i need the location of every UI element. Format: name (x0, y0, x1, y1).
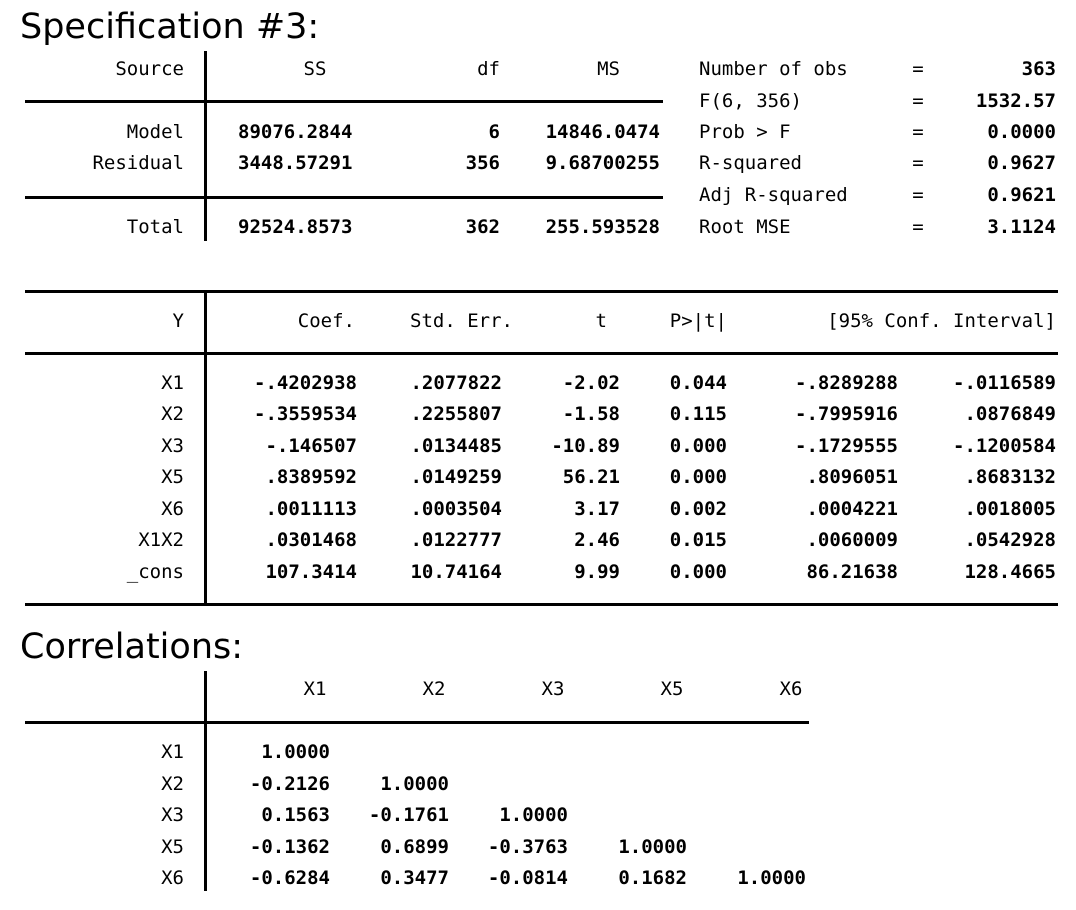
anova-df: 362 (465, 216, 500, 238)
corr-row-label: X1 (161, 741, 184, 763)
stat-value: 0.0000 (987, 121, 1056, 143)
anova-ms: 255.593528 (545, 216, 660, 238)
coef-var: X3 (161, 435, 184, 457)
corr-cell: 1.0000 (499, 804, 568, 826)
coef-p: 0.044 (669, 372, 727, 394)
coef-value: .0011113 (265, 498, 357, 520)
anova-header-rule (25, 100, 663, 103)
corr-cell: -0.3763 (487, 836, 568, 858)
stat-label: F(6, 356) (699, 90, 802, 112)
coef-value: -.146507 (265, 435, 357, 457)
stat-equals: = (912, 121, 924, 143)
coef-var: X1 (161, 372, 184, 394)
coef-t: -1.58 (562, 403, 620, 425)
anova-ms: 9.68700255 (545, 152, 660, 174)
corr-cell: -0.2126 (249, 773, 330, 795)
correlations-title: Correlations: (20, 627, 244, 667)
coef-header-se: Std. Err. (410, 310, 513, 332)
coef-stderr: .0149259 (410, 466, 502, 488)
anova-total-rule (25, 196, 663, 199)
coef-ci-high: .8683132 (964, 466, 1056, 488)
corr-row-label: X2 (161, 773, 184, 795)
coef-ci-high: .0018005 (964, 498, 1056, 520)
stat-label: R-squared (699, 152, 802, 174)
stat-value: 363 (1021, 58, 1056, 80)
coef-stderr: .2255807 (410, 403, 502, 425)
coef-stderr: 10.74164 (410, 561, 502, 583)
coef-divider (204, 290, 207, 604)
anova-ss: 3448.57291 (238, 152, 353, 174)
coef-value: -.3559534 (254, 403, 357, 425)
coef-var: _cons (126, 561, 184, 583)
anova-source: Total (126, 216, 184, 238)
coef-t: 2.46 (574, 529, 620, 551)
stat-label: Root MSE (699, 216, 791, 238)
anova-divider (204, 51, 207, 241)
anova-header-source: Source (115, 58, 184, 80)
corr-cell: 1.0000 (261, 741, 330, 763)
coef-value: .0301468 (265, 529, 357, 551)
stat-equals: = (912, 90, 924, 112)
coef-header-p: P>|t| (669, 310, 727, 332)
coef-header-t: t (595, 310, 607, 332)
corr-cell: -0.1362 (249, 836, 330, 858)
coef-stderr: .0122777 (410, 529, 502, 551)
page-title: Specification #3: (20, 7, 320, 47)
anova-source: Model (126, 121, 184, 143)
stat-equals: = (912, 184, 924, 206)
coef-p: 0.000 (669, 435, 727, 457)
coef-ci-low: .0060009 (806, 529, 898, 551)
coef-stderr: .0134485 (410, 435, 502, 457)
coef-p: 0.000 (669, 466, 727, 488)
anova-header-ss: SS (303, 58, 327, 80)
coef-t: -2.02 (562, 372, 620, 394)
coef-ci-low: .8096051 (806, 466, 898, 488)
anova-header-ms: MS (597, 58, 620, 80)
coef-var: X2 (161, 403, 184, 425)
coef-t: 3.17 (574, 498, 620, 520)
stat-equals: = (912, 58, 924, 80)
coef-header-coef: Coef. (297, 310, 355, 332)
coef-value: 107.3414 (265, 561, 357, 583)
stat-value: 3.1124 (987, 216, 1056, 238)
corr-cell: 0.1563 (261, 804, 330, 826)
corr-divider (204, 671, 207, 891)
coef-ci-high: -.1200584 (953, 435, 1056, 457)
coef-ci-high: 128.4665 (964, 561, 1056, 583)
corr-cell: 1.0000 (380, 773, 449, 795)
stat-label: Prob > F (699, 121, 791, 143)
corr-col-header: X3 (541, 678, 565, 700)
corr-cell: -0.1761 (368, 804, 449, 826)
coef-header-y: Y (172, 310, 184, 332)
coef-ci-low: -.7995916 (795, 403, 898, 425)
anova-source: Residual (92, 152, 184, 174)
coef-ci-low: -.8289288 (795, 372, 898, 394)
coef-value: -.4202938 (254, 372, 357, 394)
coef-ci-low: -.1729555 (795, 435, 898, 457)
corr-header-rule (25, 721, 809, 724)
stat-equals: = (912, 216, 924, 238)
corr-col-header: X6 (779, 678, 803, 700)
coef-p: 0.002 (669, 498, 727, 520)
stat-value: 0.9621 (987, 184, 1056, 206)
coef-stderr: .0003504 (410, 498, 502, 520)
anova-ms: 14846.0474 (545, 121, 660, 143)
coef-top-rule (25, 290, 1058, 293)
corr-cell: -0.6284 (249, 867, 330, 889)
coef-var: X1X2 (138, 529, 184, 551)
corr-col-header: X1 (303, 678, 327, 700)
coef-t: -10.89 (551, 435, 620, 457)
coef-ci-high: .0542928 (964, 529, 1056, 551)
corr-cell: 1.0000 (618, 836, 687, 858)
coef-ci-low: 86.21638 (806, 561, 898, 583)
corr-col-header: X2 (422, 678, 446, 700)
coef-ci-high: .0876849 (964, 403, 1056, 425)
anova-ss: 92524.8573 (238, 216, 353, 238)
anova-df: 356 (465, 152, 500, 174)
coef-stderr: .2077822 (410, 372, 502, 394)
corr-cell: 0.1682 (618, 867, 687, 889)
stat-label: Adj R-squared (699, 184, 848, 206)
anova-header-df: df (477, 58, 500, 80)
corr-row-label: X5 (161, 836, 184, 858)
corr-cell: -0.0814 (487, 867, 568, 889)
stat-equals: = (912, 152, 924, 174)
coef-header-ci: [95% Conf. Interval] (827, 310, 1056, 332)
corr-cell: 0.6899 (380, 836, 449, 858)
coef-var: X6 (161, 498, 184, 520)
coef-t: 56.21 (562, 466, 620, 488)
coef-header-rule (25, 352, 1058, 355)
anova-df: 6 (488, 121, 500, 143)
corr-col-header: X5 (660, 678, 684, 700)
coef-value: .8389592 (265, 466, 357, 488)
coef-ci-high: -.0116589 (953, 372, 1056, 394)
stat-label: Number of obs (699, 58, 848, 80)
coef-p: 0.000 (669, 561, 727, 583)
coef-ci-low: .0004221 (806, 498, 898, 520)
stat-value: 0.9627 (987, 152, 1056, 174)
corr-cell: 1.0000 (737, 867, 806, 889)
corr-cell: 0.3477 (380, 867, 449, 889)
coef-p: 0.115 (669, 403, 727, 425)
corr-row-label: X3 (161, 804, 184, 826)
coef-bottom-rule (25, 603, 1058, 606)
coef-var: X5 (161, 466, 184, 488)
stat-value: 1532.57 (975, 90, 1056, 112)
coef-p: 0.015 (669, 529, 727, 551)
coef-t: 9.99 (574, 561, 620, 583)
corr-row-label: X6 (161, 867, 184, 889)
anova-ss: 89076.2844 (238, 121, 353, 143)
